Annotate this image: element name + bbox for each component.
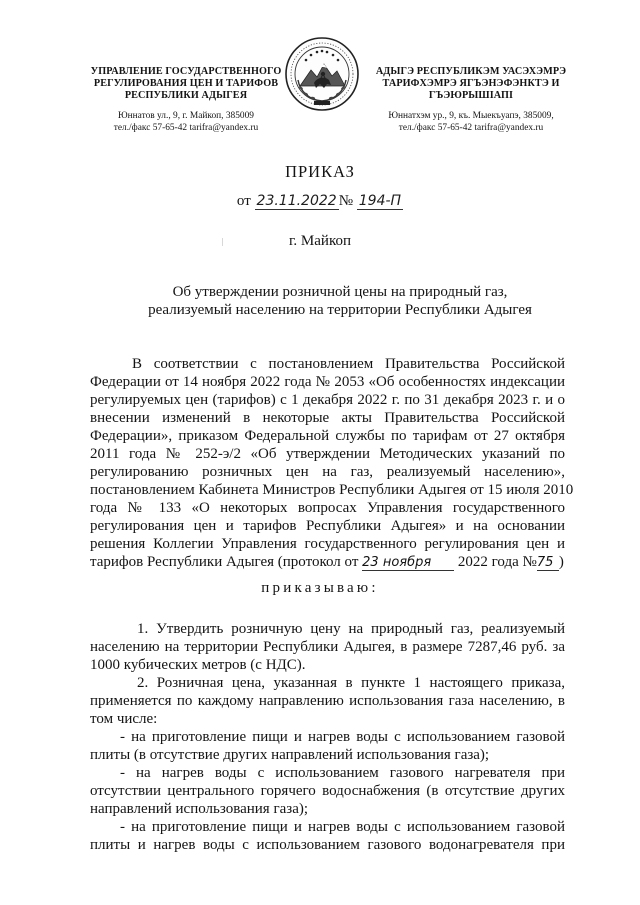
item-1-line: 1. Утвердить розничную цену на природный газ, реализуемый: [137, 621, 565, 637]
bullet-1-line: плиты (в отсутствие других направлений использования газа);: [90, 747, 490, 763]
handwritten-protocol-number: 75: [537, 556, 559, 571]
preamble-line: Федерации от 14 ноября 2022 года № 2053 «Об особенностях индексации: [90, 374, 565, 390]
item-1-line: населению на территории Республики Адыгея, в размере 7287,46 руб. за: [90, 639, 565, 655]
protocol-year: 2022 года №: [457, 554, 537, 570]
bullet-1-line: - на приготовление пищи и нагрев воды с использованием газовой: [120, 729, 565, 745]
protocol-close: ): [558, 554, 564, 570]
item-2-line: 2. Розничная цена, указанная в пункте 1 настоящего приказа,: [137, 675, 565, 691]
left-address-line: Юннатов ул., 9, г. Майкоп, 385009: [118, 111, 254, 121]
handwritten-protocol-date: 23 ноября: [362, 556, 454, 571]
coat-of-arms-emblem: [284, 36, 360, 112]
order-date-number-line: [0, 193, 640, 210]
bullet-2-line: - на нагрев воды с использованием газового нагревателя при: [120, 765, 565, 781]
left-organization-name: [80, 66, 292, 102]
bullet-2-line: отсутствии центрального горячего водоснабжения (в отсутствие других: [90, 783, 565, 799]
number-prefix: №: [338, 193, 354, 209]
city: г. Майкоп: [288, 233, 352, 249]
left-org-line: РЕСПУБЛИКИ АДЫГЕЯ: [124, 90, 248, 101]
right-org-line: ТАРИФХЭМРЭ ЯГЪЭНЭФЭНКТЭ И: [382, 78, 560, 89]
right-org-line: ГЪЭЮРЫШIАПI: [428, 90, 514, 101]
subject-line: Об утверждении розничной цены на природный газ,: [172, 284, 508, 300]
document-subject: [90, 283, 590, 319]
preamble-line: решения Коллегии Управления государственного регулирования цен и: [90, 536, 565, 552]
bullet-3-line: - на приготовление пищи и нагрев воды с использованием газовой: [120, 819, 565, 835]
right-address-line: тел./факс 57-65-42 tarifra@yandex.ru: [398, 123, 544, 133]
preamble-line: регулирования цен и тарифов Республики Адыгея» и на основании: [90, 518, 565, 534]
preamble-line: внесении изменений в некоторые акты Правительства Российской: [90, 410, 565, 426]
left-address-line: тел./факс 57-65-42 tarifra@yandex.ru: [113, 123, 259, 133]
preamble-line: В соответствии с постановлением Правительства Российской: [132, 356, 565, 372]
right-address-line: Юннатхэм ур., 9, къ. Мыекъуапэ, 385009,: [388, 111, 554, 121]
left-org-line: УПРАВЛЕНИЕ ГОСУДАРСТВЕННОГО: [90, 66, 282, 77]
bullet-3-line: плиты и нагрев воды с использованием газового водонагревателя при: [90, 837, 565, 853]
preamble-line: 2011 года № 252-э/2 «Об утверждении Методических указаний по: [90, 446, 565, 462]
left-org-line: РЕГУЛИРОВАНИЯ ЦЕН И ТАРИФОВ: [93, 78, 279, 89]
right-org-line: АДЫГЭ РЕСПУБЛИКЭМ УАСЭХЭМРЭ: [375, 66, 567, 77]
document-title: ПРИКАЗ: [285, 162, 355, 181]
protocol-prefix: тарифов Республики Адыгея (протокол от: [90, 554, 359, 570]
preamble-line: регулированию розничных цен на газ, реализуемый населению»,: [90, 464, 565, 480]
left-address: [80, 110, 292, 134]
order-word: приказываю:: [261, 580, 379, 596]
item-1-line: 1000 кубических метров (с НДС).: [90, 657, 306, 673]
date-prefix: от: [236, 193, 251, 209]
preamble-line: регулируемых цен (тарифов) с 1 декабря 2022 г. по 31 декабря 2023 г. и о: [90, 392, 565, 408]
item-2-line: применяется по каждому направлению использования газа населению, в: [90, 693, 565, 709]
preamble-line: Федерации», приказом Федеральной службы по тарифам от 27 октября: [90, 428, 565, 444]
right-organization-name: [364, 66, 578, 102]
handwritten-date: 23.11.2022: [256, 193, 337, 209]
right-address: [364, 110, 578, 134]
item-2-line: том числе:: [90, 711, 158, 727]
preamble-line: постановлением Кабинета Министров Республики Адыгея от 15 июля 2010: [90, 482, 574, 498]
preamble-line: года № 133 «О некоторых вопросах Управления государственного: [90, 500, 565, 516]
preamble-last-line: [90, 553, 565, 571]
handwritten-order-number: 194-П: [358, 193, 402, 209]
bullet-2-line: направлений использования газа);: [90, 801, 309, 817]
subject-line: реализуемый населению на территории Республики Адыгея: [148, 302, 532, 318]
